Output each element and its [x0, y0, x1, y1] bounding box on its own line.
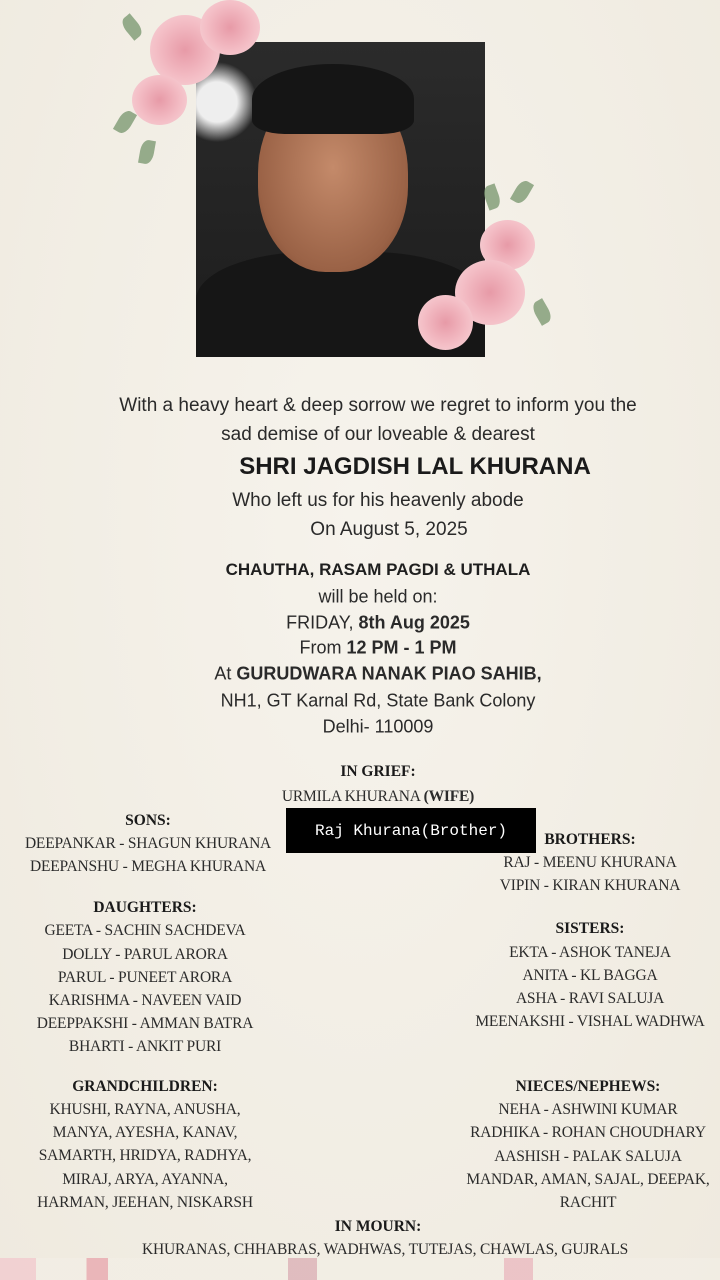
- venue-prefix: At: [214, 663, 237, 684]
- list-item: SAMARTH, HRIDYA, RADHYA,: [38, 1147, 252, 1164]
- address-line-2: Delhi- 110009: [322, 716, 434, 737]
- list-item: AASHISH - PALAK SALUJA: [494, 1148, 682, 1165]
- nieces-nephews-heading: NIECES/NEPHEWS:: [515, 1078, 661, 1095]
- list-item: HARMAN, JEEHAN, NISKARSH: [37, 1194, 253, 1211]
- list-item: VIPIN - KIRAN KHURANA: [499, 877, 681, 894]
- text-sticker-overlay[interactable]: Raj Khurana(Brother): [286, 808, 536, 853]
- intro-line-2: sad demise of our loveable & dearest: [221, 424, 535, 445]
- list-item: RADHIKA - ROHAN CHOUDHARY: [470, 1124, 706, 1141]
- list-item: EKTA - ASHOK TANEJA: [509, 944, 671, 961]
- day-prefix: FRIDAY,: [286, 612, 359, 633]
- flower-border-bottom: [0, 1258, 720, 1280]
- time: 12 PM - 1 PM: [346, 637, 457, 658]
- date-of-demise: On August 5, 2025: [310, 519, 468, 540]
- in-grief-heading: IN GRIEF:: [340, 763, 416, 780]
- list-item: MEENAKSHI - VISHAL WADHWA: [475, 1013, 705, 1030]
- mourning-families: KHURANAS, CHHABRAS, WADHWAS, TUTEJAS, CHAWLAS, GUJRALS: [141, 1241, 629, 1258]
- list-item: DEEPPAKSHI - AMMAN BATRA: [36, 1015, 254, 1032]
- list-item: DEEPANKAR - SHAGUN KHURANA: [24, 835, 272, 852]
- ceremony-venue: [214, 664, 541, 685]
- wife-name: [282, 788, 474, 806]
- list-item: DEEPANSHU - MEGHA KHURANA: [30, 858, 266, 875]
- sons-heading: SONS:: [125, 812, 171, 829]
- intro-line-3: Who left us for his heavenly abode: [232, 490, 524, 511]
- list-item: RACHIT: [559, 1194, 617, 1211]
- time-prefix: From: [299, 637, 347, 658]
- wife: URMILA KHURANA: [281, 788, 424, 805]
- list-item: RAJ - MEENU KHURANA: [503, 854, 677, 871]
- list-item: MANDAR, AMAN, SAJAL, DEEPAK,: [466, 1171, 710, 1188]
- deceased-name: SHRI JAGDISH LAL KHURANA: [239, 453, 591, 480]
- wife-tag: (WIFE): [423, 788, 475, 805]
- list-item: NEHA - ASHWINI KUMAR: [498, 1101, 678, 1118]
- venue: GURUDWARA NANAK PIAO SAHIB,: [236, 663, 542, 684]
- held-on: will be held on:: [318, 586, 438, 607]
- list-item: GEETA - SACHIN SACHDEVA: [44, 922, 246, 939]
- portrait-hair: [252, 64, 414, 134]
- sisters-heading: SISTERS:: [555, 920, 625, 937]
- list-item: DOLLY - PARUL ARORA: [62, 946, 228, 963]
- daughters-heading: DAUGHTERS:: [93, 899, 197, 916]
- list-item: MIRAJ, ARYA, AYANNA,: [62, 1171, 228, 1188]
- ceremony-title: CHAUTHA, RASAM PAGDI & UTHALA: [225, 560, 531, 579]
- in-mourn-heading: IN MOURN:: [334, 1218, 422, 1235]
- list-item: ANITA - KL BAGGA: [522, 967, 658, 984]
- list-item: ASHA - RAVI SALUJA: [515, 990, 665, 1007]
- list-item: KHUSHI, RAYNA, ANUSHA,: [49, 1101, 241, 1118]
- list-item: MANYA, AYESHA, KANAV,: [52, 1124, 238, 1141]
- list-item: PARUL - PUNEET ARORA: [57, 969, 233, 986]
- ceremony-time: [299, 638, 456, 659]
- list-item: BHARTI - ANKIT PURI: [68, 1038, 222, 1055]
- brothers-heading: BROTHERS:: [544, 831, 636, 848]
- grandchildren-heading: GRANDCHILDREN:: [72, 1078, 218, 1095]
- ceremony-day: [286, 613, 470, 634]
- day: 8th Aug 2025: [358, 612, 470, 633]
- intro-line-1: With a heavy heart & deep sorrow we regret to inform you the: [119, 395, 637, 416]
- list-item: KARISHMA - NAVEEN VAID: [48, 992, 242, 1009]
- address-line-1: NH1, GT Karnal Rd, State Bank Colony: [220, 690, 536, 711]
